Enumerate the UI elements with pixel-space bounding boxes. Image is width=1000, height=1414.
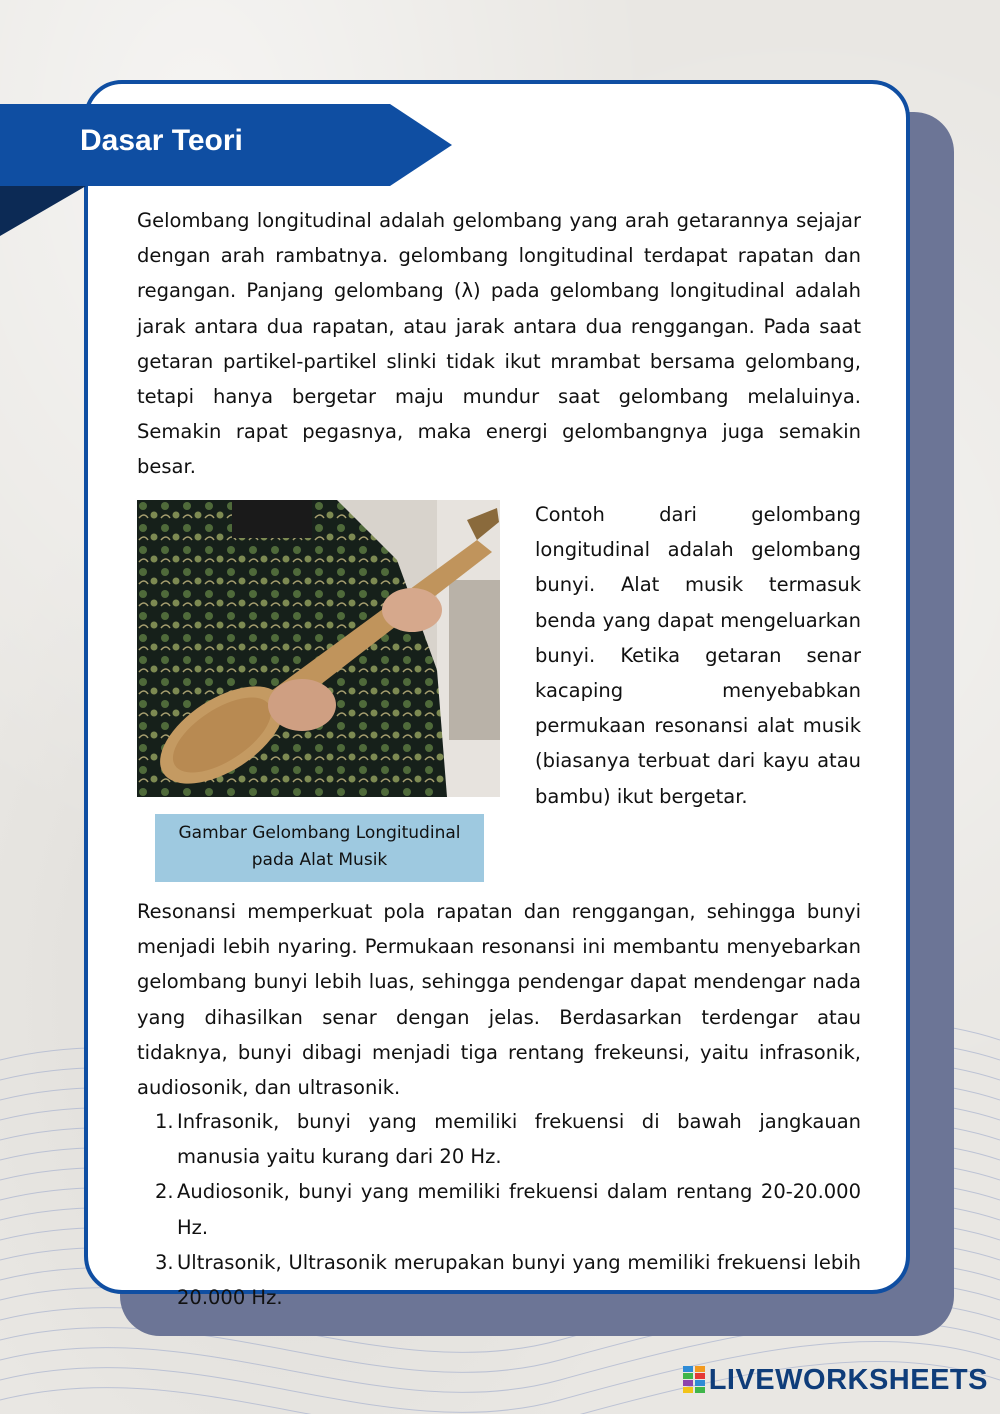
banner-fold bbox=[0, 186, 86, 236]
list-item bbox=[137, 1104, 861, 1174]
list-number: 3. bbox=[155, 1250, 174, 1274]
liveworksheets-logo bbox=[683, 1360, 988, 1400]
figure-caption bbox=[155, 814, 484, 882]
kacaping-player-photo bbox=[137, 500, 500, 797]
list-item bbox=[137, 1245, 861, 1315]
list-text: Infrasonik, bunyi yang memiliki frekuensi di bawah jangkauan manusia yaitu kurang dari 20 Hz. bbox=[177, 1110, 861, 1169]
page-title: Dasar Teori bbox=[80, 124, 243, 157]
resonance-paragraph: Resonansi memperkuat pola rapatan dan renggangan, sehingga bunyi menjadi lebih nyaring. Permukaan resonansi ini membantu menyebarkan gelombang bunyi lebih luas, sehingga pendengar dapat mendengar nada yang dihasilkan senar dengan jelas. Berdasarkan terdengar atau tidaknya, bunyi dibagi menjadi tiga rentang frekeunsi, yaitu infrasonik, audiosonik, dan ultrasonik. bbox=[137, 900, 861, 1100]
list-text: Audiosonik, bunyi yang memiliki frekuensi dalam rentang 20-20.000 Hz. bbox=[177, 1180, 861, 1239]
brand-name: LIVEWORKSHEETS bbox=[708, 1363, 988, 1396]
caption-line-1: Gambar Gelombang Longitudinal bbox=[178, 823, 461, 843]
list-text: Ultrasonik, Ultrasonik merupakan bunyi yang memiliki frekuensi lebih 20.000 Hz. bbox=[177, 1250, 861, 1310]
example-paragraph: Contoh dari gelombang longitudinal adalah gelombang bunyi. Alat musik termasuk benda yang dapat mengeluarkan bunyi. Ketika getaran senar kacaping menyebabkan permukaan resonansi alat musik (biasanya terbuat dari kayu atau bambu) ikut bergetar. bbox=[535, 503, 861, 808]
intro-paragraph: Gelombang longitudinal adalah gelombang yang arah getarannya sejajar dengan arah rambatnya. gelombang longitudinal terdapat rapatan dan regangan. Panjang gelombang (λ) pada gelombang longitudinal adalah jarak antara dua rapatan, atau jarak antara dua renggangan. Pada saat getaran partikel-partikel slinki tidak ikut mrambat bersama gelombang, tetapi hanya bergetar maju mundur saat gelombang melaluinya. Semakin rapat pegasnya, maka energi gelombangnya juga semakin besar. bbox=[137, 209, 861, 479]
list-number: 1. bbox=[155, 1110, 174, 1133]
list-item bbox=[137, 1174, 861, 1244]
caption-line-2: pada Alat Musik bbox=[251, 850, 388, 870]
list-number: 2. bbox=[155, 1180, 174, 1204]
liveworksheets-logo-icon bbox=[683, 1366, 705, 1394]
frequency-list bbox=[137, 1104, 861, 1315]
